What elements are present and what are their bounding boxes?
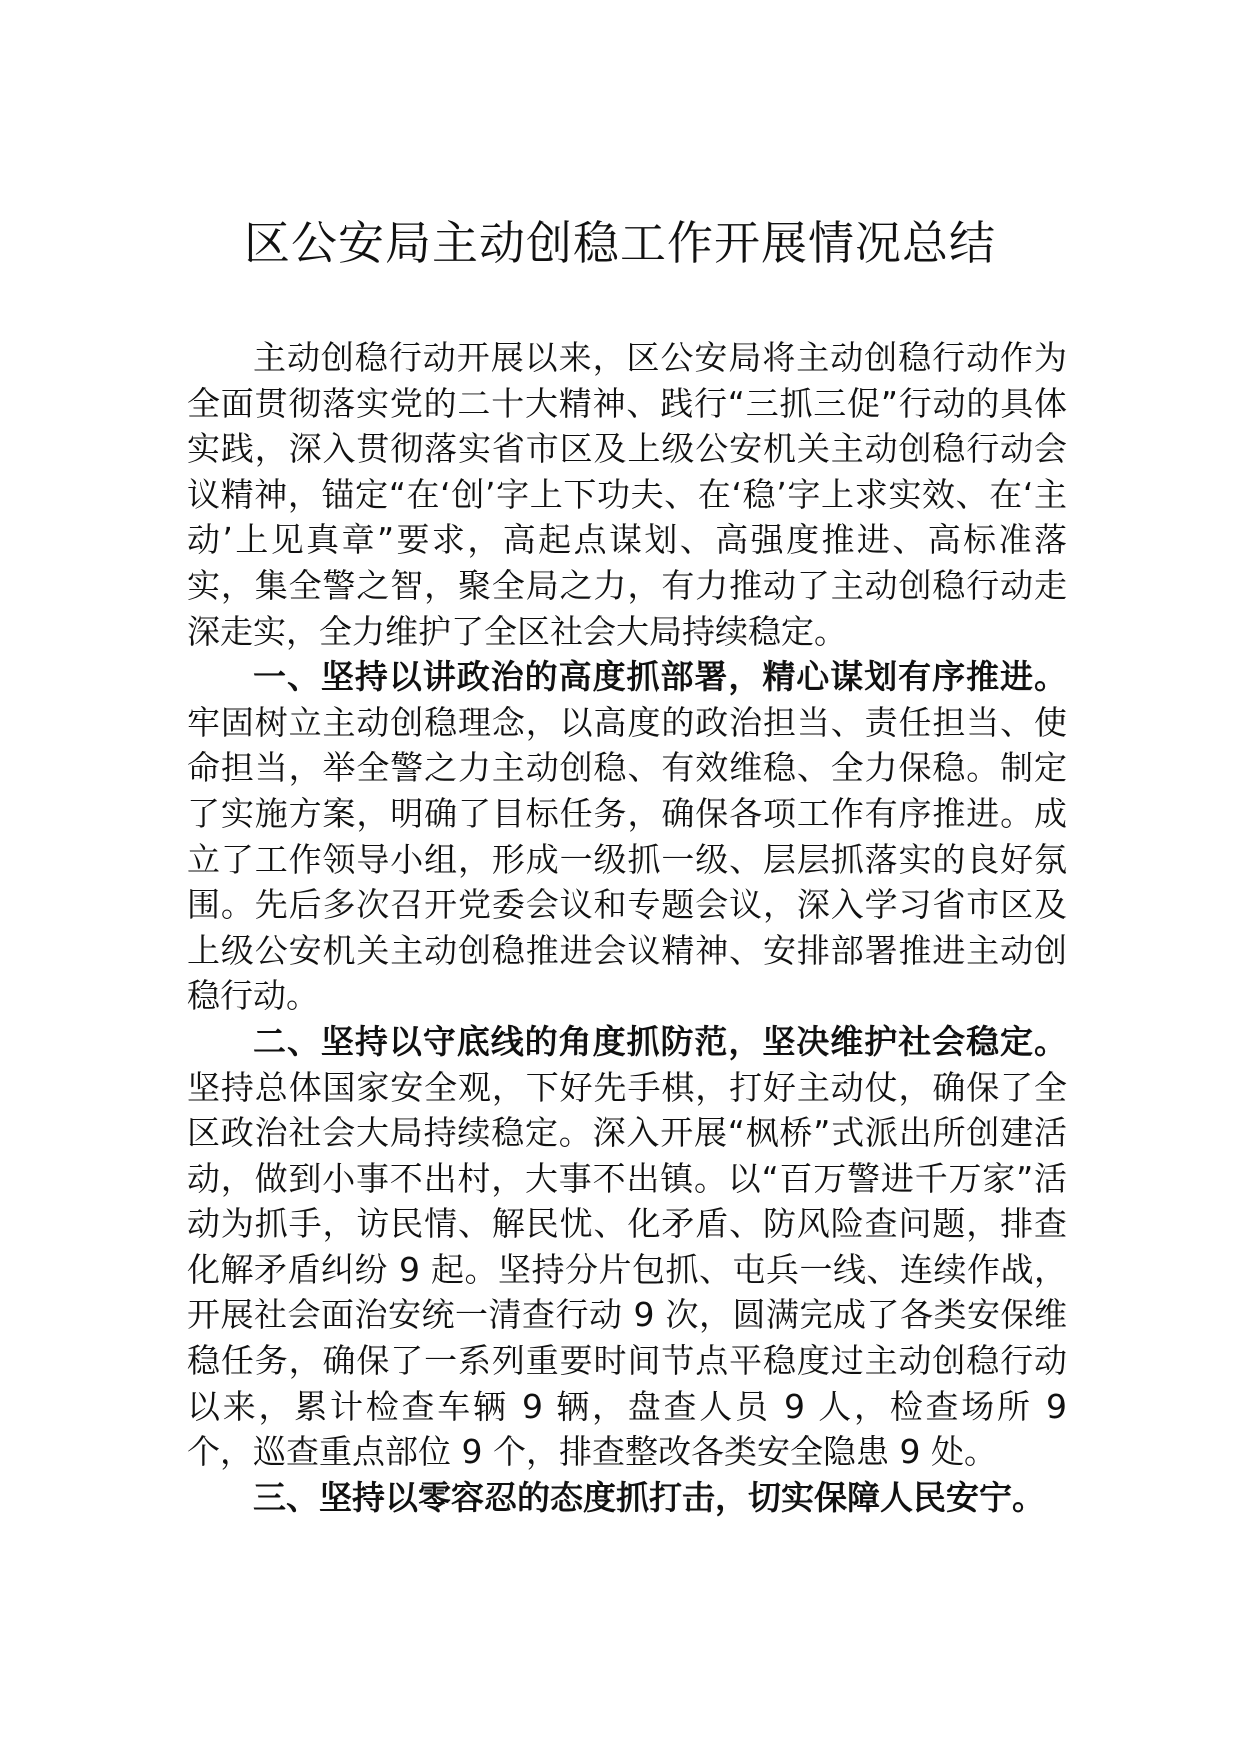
section-2-text: 坚持总体国家安全观，下好先手棋，打好主动仗，确保了全区政治社会大局持续稳定。深入开展“枫桥”式派出所创建活动，做到小事不出村，大事不出镇。以“百万警进千万家”活动为抓手，访民情、解民忧、化矛盾、防风险查问题，排查化解矛盾纠纷 9 起。坚持分片包抓、屯兵一线、连续作战，开展社会面治安统一清查行动 9 次，圆满完成了各类安保维稳任务，确保了一系列重要时间节点平稳度过主动创稳行动以来，累计检查车辆 9 辆，盘查人员 9 人，检查场所 9 个，巡查重点部位 9 个，排查整改各类安全隐患 9 处。 (187, 1067, 1067, 1472)
section-1-text: 牢固树立主动创稳理念，以高度的政治担当、责任担当、使命担当，举全警之力主动创稳、有效维稳、全力保稳。制定了实施方案，明确了目标任务，确保各项工作有序推进。成立了工作领导小组，形成一级抓一级、层层抓落实的良好氛围。先后多次召开党委会议和专题会议，深入学习省市区及上级公安机关主动创稳推进会议精神、安排部署推进主动创稳行动。 (187, 702, 1067, 1016)
section-2-heading: 二、坚持以守底线的角度抓防范，坚决维护社会稳定。 (253, 1021, 1067, 1061)
document-title: 区公安局主动创稳工作开展情况总结 (244, 216, 996, 270)
document-body (187, 335, 1067, 1520)
paragraph-intro-text: 主动创稳行动开展以来，区公安局将主动创稳行动作为全面贯彻落实党的二十大精神、践行“三抓三促”行动的具体实践，深入贯彻落实省市区及上级公安机关主动创稳行动会议精神，锚定“在‘创’字上下功夫、在‘稳’字上求实效、在‘主动’上见真章”要求，高起点谋划、高强度推进、高标准落实，集全警之智，聚全局之力，有力推动了主动创稳行动走深走实，全力维护了全区社会大局持续稳定。 (187, 338, 1067, 651)
paragraph-section-3 (187, 1475, 1067, 1521)
section-3-heading: 三、坚持以零容忍的态度抓打击，切实保障人民安宁。 (253, 1477, 1045, 1517)
paragraph-section-1 (187, 654, 1067, 1019)
paragraph-intro (187, 335, 1067, 654)
section-1-heading: 一、坚持以讲政治的高度抓部署，精心谋划有序推进。 (253, 657, 1067, 697)
paragraph-section-2 (187, 1019, 1067, 1475)
